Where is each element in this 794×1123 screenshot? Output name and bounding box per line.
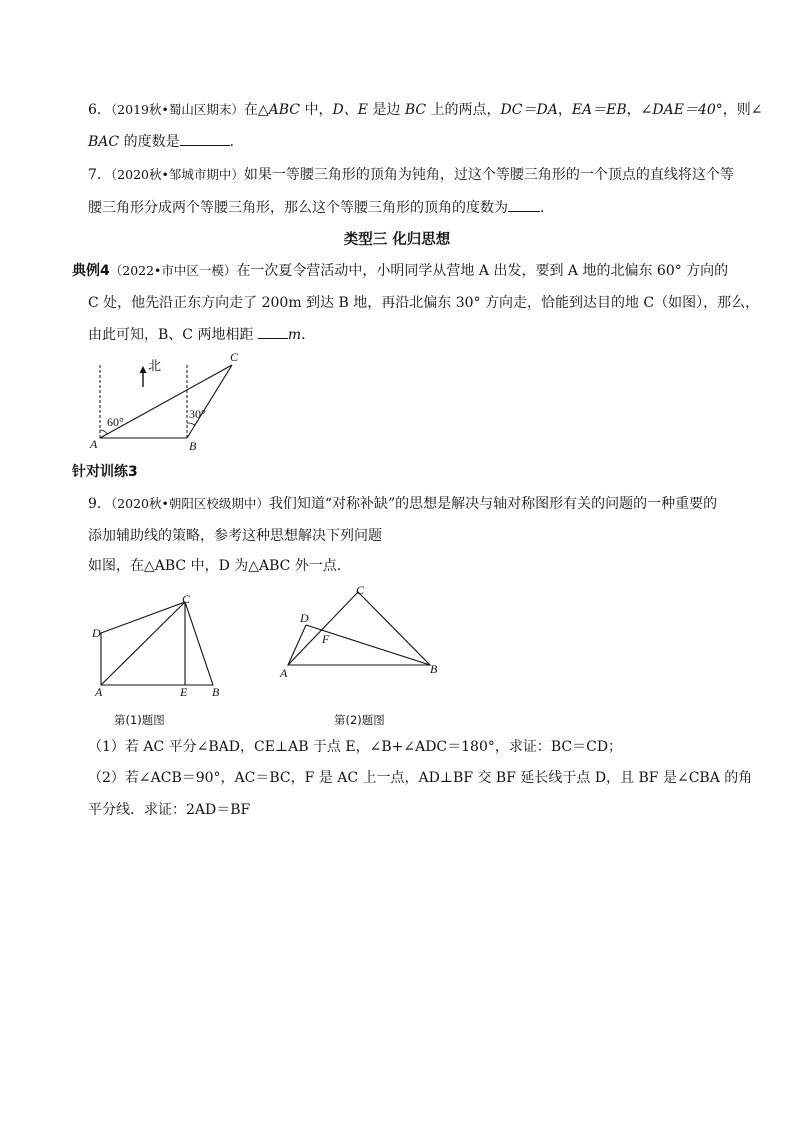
q9-source: （2020秋•朝阳区校级期中）	[110, 496, 269, 511]
q6-text: ，则∠	[722, 102, 763, 118]
q7-text-2: 腰三角形分成两个等腰三角形，那么这个等腰三角形的顶角的度数为	[88, 200, 508, 216]
north-arrowhead-icon	[140, 366, 147, 373]
q6-condition-2: EA＝EB	[571, 102, 627, 118]
training-label: 针对训练3	[72, 464, 138, 480]
q6-separator: ，	[626, 102, 641, 118]
example4-figure	[85, 350, 255, 455]
q9-text-2: 添加辅助线的策略，参考这种思想解决下列问题	[88, 528, 382, 544]
figure-2-caption: 第(2)题图	[334, 713, 385, 727]
q9-line-3	[88, 556, 351, 576]
angle-30-label: 30°	[189, 407, 206, 421]
example4-answer-blank[interactable]	[258, 324, 288, 339]
point-d-label: D	[300, 611, 309, 625]
q9-part-1: （1）若 AC 平分∠BAD，CE⊥AB 于点 E，∠B+∠ADC＝180°，求证：BC＝CD；	[88, 739, 623, 755]
angle-60-label: 60°	[107, 415, 124, 429]
point-d-label: D	[92, 626, 101, 640]
q6-text: 中，	[300, 102, 333, 118]
section-title: 类型三 化归思想	[343, 232, 451, 248]
angle-60-arc	[100, 430, 107, 434]
q6-line-1	[88, 100, 763, 120]
q6-text: 上的两点，	[426, 102, 501, 118]
q7-number: 7．	[88, 167, 111, 183]
example4-line-3	[88, 324, 315, 345]
q9-part-2-line-2: 平分线．求证：2AD＝BF	[88, 802, 251, 818]
q6-condition-3: ∠DAE＝40°	[640, 102, 723, 118]
q6-text: 是边	[367, 102, 405, 118]
q7-line-2	[88, 197, 554, 218]
q7-source: （2020秋•邹城市期中）	[110, 167, 244, 182]
q6-text: 的度数是	[119, 134, 180, 150]
point-b-label: B	[212, 685, 220, 699]
q9-number: 9．	[88, 496, 111, 512]
q6-condition-1: DC＝DA	[500, 102, 558, 118]
example4-text-2: C 处，他先沿正东方向走了 200m 到达 B 地，再沿北偏东 30° 方向走，恰能到达目的地 C（如图），那么，	[88, 295, 760, 311]
example4-text-1: 在一次夏令营活动中，小明同学从营地 A 出发，要到 A 地的北偏东 60° 方向的	[236, 263, 729, 279]
angle-30-arc	[187, 423, 195, 425]
figure-1-caption: 第(1)题图	[114, 713, 165, 727]
q6-separator: ，	[557, 102, 572, 118]
point-c-label: C	[230, 350, 239, 364]
point-b-label: B	[430, 662, 438, 676]
q7-text: ．	[540, 200, 554, 216]
segment-bc	[187, 365, 232, 438]
north-label: 北	[148, 359, 162, 374]
point-c-label: C	[356, 583, 365, 597]
q6-number: 6．	[88, 102, 111, 118]
example4-text: ．	[301, 327, 316, 343]
triangle-abc	[288, 592, 430, 665]
q6-side-bc: BC	[404, 102, 427, 118]
segment-ad	[288, 625, 306, 665]
q9-text-1: 我们知道“对称补缺”的思想是解决与轴对称图形有关的问题的一种重要的	[268, 496, 718, 512]
q6-text: ．	[229, 134, 244, 150]
q9-figure-1	[88, 592, 228, 700]
example4-source: （2022•市中区一模）	[109, 263, 237, 278]
q7-text-1: 如果一等腰三角形的顶角为钝角，过这个等腰三角形的一个顶点的直线将这个等	[243, 167, 734, 183]
q9-line-2	[88, 526, 382, 546]
point-f-label: F	[322, 632, 330, 646]
segment-ac	[101, 602, 185, 685]
example4-line-1	[72, 261, 728, 281]
point-a-label: A	[95, 685, 103, 699]
point-b-label: B	[189, 439, 197, 453]
example4-label: 典例4	[72, 263, 110, 279]
q6-points-de: D、E	[332, 102, 368, 118]
q6-text: 在△	[243, 102, 269, 118]
q7-answer-blank[interactable]	[508, 197, 540, 212]
q6-answer-blank[interactable]	[180, 131, 230, 146]
q6-triangle-name: ABC	[268, 102, 301, 118]
example4-line-2	[88, 293, 759, 313]
point-a-label: A	[90, 437, 98, 451]
point-e-label: E	[180, 685, 188, 699]
q9-line-1	[88, 494, 717, 514]
q9-text-3: 如图，在△ABC 中，D 为△ABC 外一点．	[88, 558, 351, 574]
q6-line-2	[88, 131, 244, 152]
point-c-label: C	[182, 592, 191, 606]
q9-figure-2	[278, 580, 443, 680]
point-a-label: A	[280, 666, 288, 680]
q7-line-1	[88, 165, 734, 185]
q6-source: （2019秋•蜀山区期末）	[110, 102, 244, 117]
quadrilateral-abcd	[101, 602, 213, 685]
example4-text-3: 由此可知，B、C 两地相距	[88, 327, 258, 343]
example4-unit: m	[287, 327, 302, 343]
q6-angle-bac: BAC	[88, 134, 120, 150]
q9-part-2-line-1: （2）若∠ACB＝90°，AC＝BC，F 是 AC 上一点，AD⊥BF 交 BF 延长线于点 D，且 BF 是∠CBA 的角	[88, 770, 753, 786]
